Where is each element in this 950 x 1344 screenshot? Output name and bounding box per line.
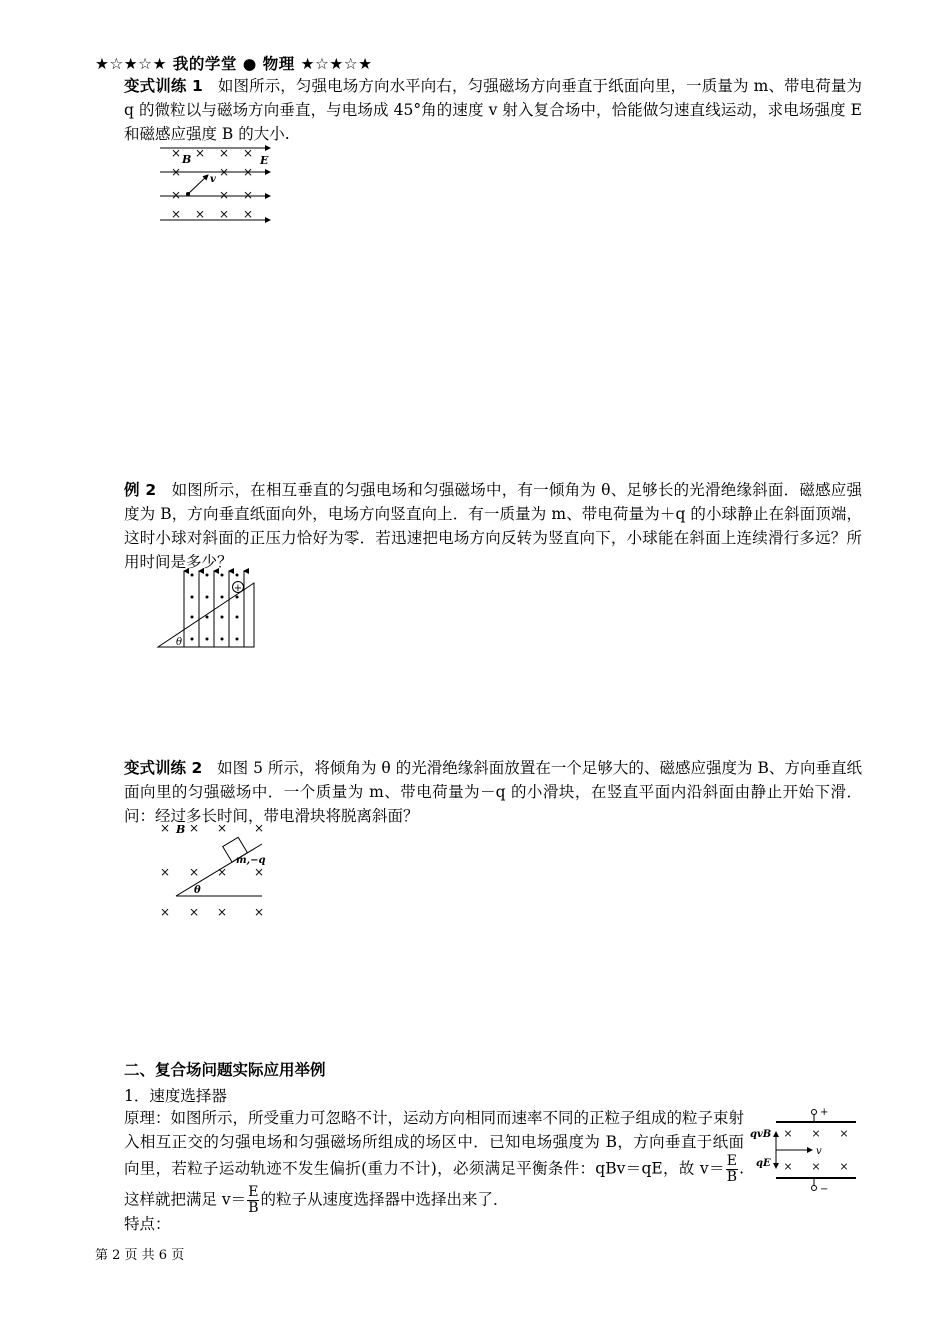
cross-mark: × <box>159 865 171 879</box>
cross-mark: × <box>253 865 265 879</box>
label-theta: θ <box>176 637 183 648</box>
label-b: B <box>182 153 192 166</box>
example2-text: 如图所示，在相互垂直的匀强电场和匀强磁场中，有一倾角为 θ、足够长的光滑绝缘斜面．磁感应强度为 B，方向垂直纸面向外，电场方向竖直向上．有一质量为 m、带电荷量为＋q 的小球静止在斜面顶端，这时小球对斜面的正压力恰好为零．若迅速把电场方向反转为竖直向下，小球能在斜面上连续滑行多远？所用时间是多少？ <box>124 481 863 571</box>
cross-mark: × <box>216 865 228 879</box>
cross-mark: × <box>218 165 230 179</box>
cross-mark: × <box>783 1127 793 1140</box>
fraction-e-over-b: $\frac{E}{B}$ <box>726 1153 738 1185</box>
label-v: v <box>210 174 216 185</box>
cross-mark: × <box>839 1127 849 1140</box>
principle-text-3: 的粒子从速度选择器中选择出来了． <box>260 1190 509 1209</box>
exercise1-block <box>124 74 862 146</box>
example2-label: 例 2 <box>124 481 157 499</box>
example2-block <box>124 478 862 574</box>
exercise2-text: 如图 5 所示，将倾角为 θ 的光滑绝缘斜面放置在一个足够大的、磁感应强度为 B、方向垂直纸面向里的匀强磁场中．一个质量为 m、带电荷量为－q 的小滑块，在竖直平面内沿斜面由静止开始下滑．问：经过多长时间，带电滑块将脱离斜面？ <box>124 759 862 825</box>
page-header: ★☆★☆★ 我的学堂 ● 物理 ★☆★☆★ <box>95 55 373 73</box>
cross-mark: × <box>170 165 182 179</box>
cross-mark: × <box>194 146 206 160</box>
label-qvb: qvB <box>750 1129 772 1140</box>
label-theta: θ <box>194 885 201 896</box>
cross-mark: × <box>218 146 230 160</box>
label-e: E <box>260 154 269 167</box>
cross-mark: × <box>194 207 206 221</box>
velocity-arrow <box>188 175 208 194</box>
cross-mark: × <box>253 821 265 835</box>
label-minus: − <box>820 1184 829 1195</box>
velocity-selector-figure <box>748 1102 858 1196</box>
cross-mark: × <box>170 188 182 202</box>
cross-mark: × <box>216 821 228 835</box>
cross-mark: × <box>253 905 265 919</box>
label-v: v <box>816 1146 822 1157</box>
cross-mark: × <box>159 905 171 919</box>
cross-mark: × <box>188 865 200 879</box>
particle <box>186 192 190 196</box>
features-label: 特点： <box>124 1215 171 1233</box>
label-plus: + <box>820 1107 829 1118</box>
exercise2-label: 变式训练 2 <box>124 759 203 777</box>
page-footer: 第 2 页 共 6 页 <box>95 1248 185 1263</box>
cross-mark: × <box>242 207 254 221</box>
label-b: B <box>176 823 186 836</box>
cross-mark: × <box>218 188 230 202</box>
exercise1-figure <box>158 142 278 228</box>
cross-mark: × <box>839 1160 849 1173</box>
cross-mark: × <box>170 207 182 221</box>
principle-paragraph <box>124 1106 744 1216</box>
section2-title: 二、复合场问题实际应用举例 <box>124 1061 326 1079</box>
cross-mark: × <box>242 188 254 202</box>
cross-mark: × <box>159 821 171 835</box>
cross-mark: × <box>242 146 254 160</box>
fraction-e-over-b: $\frac{E}{B}$ <box>248 1184 259 1216</box>
cross-mark: × <box>242 165 254 179</box>
charge-sign: + <box>233 583 243 594</box>
label-block: m,−q <box>236 855 266 866</box>
cross-mark: × <box>811 1127 821 1140</box>
principle-text-2: .这样就把满足 v＝ <box>124 1159 744 1209</box>
cross-mark: × <box>811 1160 821 1173</box>
principle-text-1: 原理：如图所示，所受重力可忽略不计，运动方向相同而速率不同的正粒子组成的粒子束射入相互正交的匀强电场和匀强磁场所组成的场区中．已知电场强度为 B，方向垂直于纸面向里，若粒子运动轨迹不发生偏折(重力不计)，必须满足平衡条件：qBv＝qE，故 v＝ <box>124 1109 745 1178</box>
example2-figure <box>156 565 262 655</box>
exercise1-label: 变式训练 1 <box>124 77 203 95</box>
cross-mark: × <box>188 905 200 919</box>
label-qe: qE <box>756 1158 771 1169</box>
cross-mark: × <box>218 207 230 221</box>
cross-mark: × <box>188 821 200 835</box>
item1-title: 1．速度选择器 <box>124 1087 227 1105</box>
cross-mark: × <box>216 905 228 919</box>
exercise2-figure <box>156 818 274 922</box>
exercise1-text: 如图所示，匀强电场方向水平向右，匀强磁场方向垂直于纸面向里，一质量为 m、带电荷量为 q 的微粒以与磁场方向垂直，与电场成 45°角的速度 v 射入复合场中，恰能做匀速直线运动，求电场强度 E 和磁感应强度 B 的大小. <box>124 77 862 143</box>
cross-mark: × <box>783 1160 793 1173</box>
cross-mark: × <box>170 146 182 160</box>
